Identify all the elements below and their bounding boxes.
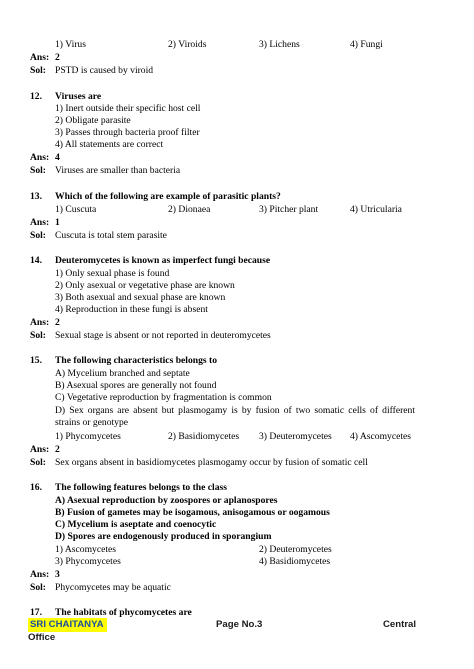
q16-sol-label: Sol:: [30, 582, 46, 593]
q11-ans-label: Ans:: [30, 52, 50, 63]
q16-ans: 3: [55, 569, 60, 580]
q16-ans-label: Ans:: [30, 569, 50, 580]
q14-option-4: 4) Reproduction in these fungi is absent: [55, 304, 208, 315]
q13-option-4: 4) Utricularia: [350, 204, 402, 215]
q11-option-4: 4) Fungi: [350, 39, 383, 50]
q13-option-2: 2) Dionaea: [168, 204, 211, 215]
q14-ans: 2: [55, 317, 60, 328]
q15-question: The following characteristics belongs to: [55, 355, 218, 366]
footer-institute-name: SRI CHAITANYA: [28, 618, 107, 632]
q11-option-1: 1) Virus: [55, 39, 86, 50]
q13-ans: 1: [55, 217, 60, 228]
q15-statement-c: C) Vegetative reproduction by fragmentation is common: [55, 392, 272, 403]
q16-statement-a: A) Asexual reproduction by zoospores or aplanospores: [55, 495, 278, 506]
q12-ans-label: Ans:: [30, 152, 50, 163]
q15-ans-label: Ans:: [30, 444, 50, 455]
q14-option-2: 2) Only asexual or vegetative phase are known: [55, 280, 235, 291]
q11-option-2: 2) Viroids: [168, 39, 207, 50]
q14-option-3: 3) Both asexual and sexual phase are known: [55, 292, 226, 303]
q14-sol-label: Sol:: [30, 330, 46, 341]
q15-sol: Sex organs absent in basidiomycetes plasmogamy occur by fusion of somatic cell: [55, 457, 368, 468]
q15-statement-a: A) Mycelium branched and septate: [55, 368, 190, 379]
q14-ans-label: Ans:: [30, 317, 50, 328]
q15-number: 15.: [30, 355, 42, 366]
q16-statement-d: D) Spores are endogenously produced in sporangium: [55, 531, 272, 542]
q12-sol: Viruses are smaller than bacteria: [55, 165, 181, 176]
q16-option-4: 4) Basidiomycetes: [259, 556, 331, 567]
q17-number: 17.: [30, 607, 42, 618]
q11-ans: 2: [55, 52, 60, 63]
q12-sol-label: Sol:: [30, 165, 46, 176]
q12-question: Viruses are: [55, 91, 102, 102]
q12-ans: 4: [55, 152, 60, 163]
q13-question: Which of the following are example of parasitic plants?: [55, 191, 281, 202]
q12-option-4: 4) All statements are correct: [55, 139, 164, 150]
q13-ans-label: Ans:: [30, 217, 50, 228]
q15-sol-label: Sol:: [30, 457, 46, 468]
q16-option-3: 3) Phycomycetes: [55, 556, 121, 567]
q12-option-3: 3) Passes through bacteria proof filter: [55, 127, 200, 138]
q13-option-3: 3) Pitcher plant: [259, 204, 319, 215]
q13-sol-label: Sol:: [30, 230, 46, 241]
q11-option-3: 3) Lichens: [259, 39, 300, 50]
q16-number: 16.: [30, 482, 42, 493]
q15-option-2: 2) Basidiomycetes: [168, 431, 240, 442]
footer-page-number: Page No.3: [216, 619, 263, 630]
q16-sol: Phycomycetes may be aquatic: [55, 582, 171, 593]
q15-option-4: 4) Ascomycetes: [350, 431, 412, 442]
q15-option-3: 3) Deuteromycetes: [259, 431, 332, 442]
q14-number: 14.: [30, 255, 42, 266]
q16-statement-b: B) Fusion of gametes may be isogamous, anisogamous or oogamous: [55, 507, 330, 518]
q14-question: Deuteromycetes is known as imperfect fungi because: [55, 255, 271, 266]
q16-option-2: 2) Deuteromycetes: [259, 544, 332, 555]
q15-ans: 2: [55, 444, 60, 455]
q12-number: 12.: [30, 91, 42, 102]
q16-question: The following features belongs to the class: [55, 482, 227, 493]
q13-option-1: 1) Cuscuta: [55, 204, 97, 215]
q17-question: The habitats of phycomycetes are: [55, 607, 192, 618]
q14-option-1: 1) Only sexual phase is found: [55, 268, 170, 279]
q15-statement-b: B) Asexual spores are generally not found: [55, 380, 217, 391]
q13-sol: Cuscuta is total stem parasite: [55, 230, 167, 241]
q15-statement-d: D) Sex organs are absent but plasmogamy is by fusion of two somatic cells of different strains or genotype: [55, 405, 415, 428]
q16-statement-c: C) Mycelium is aseptate and coenocytic: [55, 519, 217, 530]
q15-option-1: 1) Phycomycetes: [55, 431, 121, 442]
q16-option-1: 1) Ascomycetes: [55, 544, 117, 555]
q13-number: 13.: [30, 191, 42, 202]
q14-sol: Sexual stage is absent or not reported in deuteromycetes: [55, 330, 271, 341]
q11-sol: PSTD is caused by viroid: [55, 65, 154, 76]
footer-central: Central: [383, 619, 417, 630]
footer-office: Office: [28, 632, 56, 643]
q11-sol-label: Sol:: [30, 65, 46, 76]
q12-option-2: 2) Obligate parasite: [55, 115, 131, 126]
q12-option-1: 1) Inert outside their specific host cell: [55, 103, 201, 114]
